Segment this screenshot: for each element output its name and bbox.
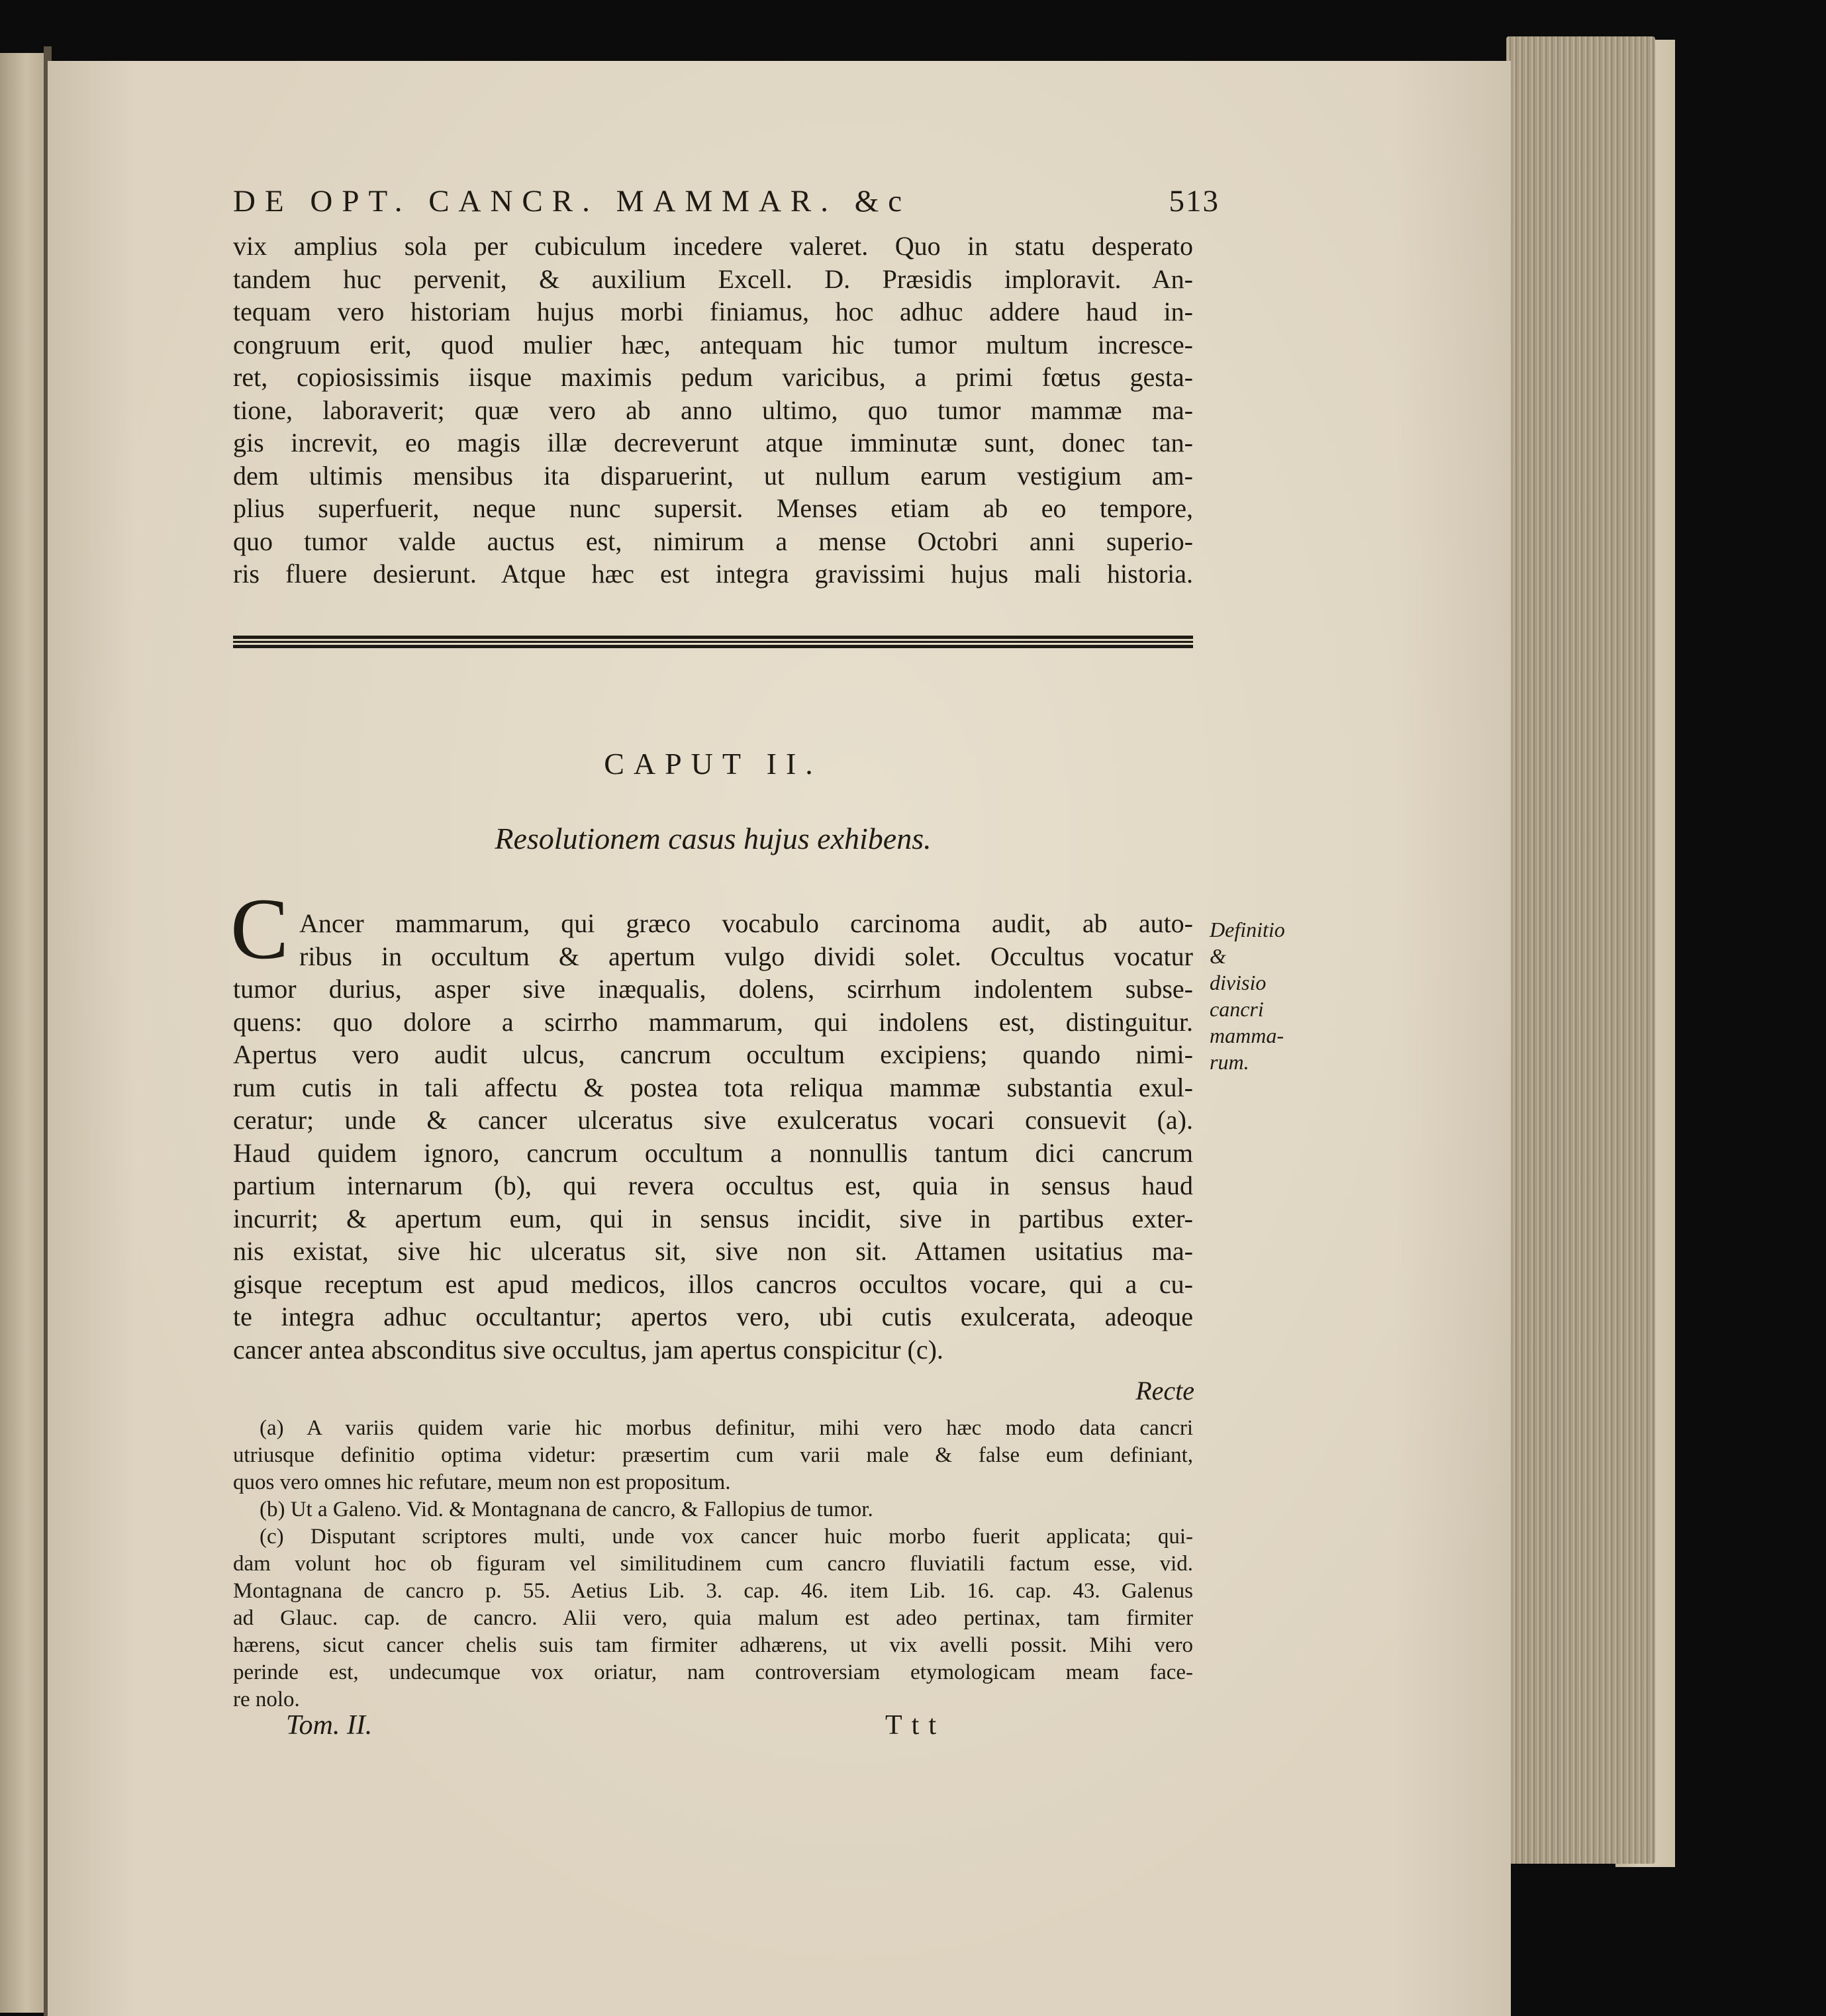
text-line: congruum erit, quod mulier hæc, antequam hic tumor multum increscе- (233, 329, 1193, 360)
footnote-line: perinde est, undecumque vox oriatur, nam controversiam etymologicam meam face- (233, 1660, 1193, 1684)
text-line: quo tumor valde auctus est, nimirum a mense Octobri anni superio- (233, 526, 1193, 556)
page-fore-edges (1506, 36, 1655, 1864)
text-line: incurrit; & apertum eum, qui in sensus incidit, sive in partibus exter- (233, 1203, 1193, 1233)
footnote-line: utriusque definitio optima videtur: præsertim cum varii male & false eum definiant, (233, 1443, 1193, 1467)
text-line: dem ultimis mensibus ita disparuerint, ut nullum earum vestigium am- (233, 460, 1193, 491)
footnote-line: (c) Disputant scriptores multi, unde vox cancer huic morbo fuerit applicata; qui- (260, 1525, 1193, 1549)
marginal-note (1210, 916, 1285, 1075)
chapter-heading: CAPUT II. (604, 747, 822, 781)
text-line: tandem huc pervenit, & auxilium Excell. D. Præsidis imploravit. An- (233, 264, 1193, 294)
section-rule (233, 636, 1193, 650)
footnote-line: dam volunt hoc ob figuram vel similitudinem cum cancro fluviatili factum esse, vid. (233, 1552, 1193, 1576)
text-line: tione, laboraverit; quæ vero ab anno ultimo, quo tumor mammæ ma- (233, 395, 1193, 425)
text-line: gis increvit, eo magis illæ decreverunt atque imminutæ sunt, donec tan- (233, 428, 1193, 457)
running-head (233, 183, 1220, 219)
text-line: rum cutis in tali affectu & postea tota reliqua mammæ substantia exul- (233, 1072, 1193, 1102)
text-line: plius superfuerit, neque nunc supersit. Menses etiam ab eo tempore, (233, 493, 1193, 523)
text-line: Haud quidem ignoro, cancrum occultum a nonnullis tantum dici cancrum (233, 1137, 1193, 1168)
volume-label: Tom. II. (286, 1710, 373, 1741)
catchword: Recte (1135, 1376, 1194, 1406)
text-line: ribus in occultum & apertum vulgo dividi solet. Occultus vocatur (299, 941, 1193, 971)
book-page (48, 61, 1511, 2016)
text-line: vix amplius sola per cubiculum incedere valeret. Quo in statu desperato (233, 231, 1193, 261)
drop-cap: C (230, 880, 289, 977)
footnote-line: (a) A variis quidem varie hic morbus definitur, mihi vero hæc modo data cancri (260, 1416, 1193, 1440)
signature-mark: Ttt (885, 1710, 945, 1741)
footnote-line: (b) Ut a Galeno. Vid. & Montagnana de cancro, & Fallopius de tumor. (260, 1498, 873, 1521)
footnote-line: re nolo. (233, 1688, 300, 1711)
text-line: ret, copiosissimis iisque maximis pedum varicibus, a primi fœtus gesta- (233, 362, 1193, 392)
page-number: 513 (1169, 184, 1220, 218)
text-line: quens: quo dolore a scirrho mammarum, qui indolens est, distinguitur. (233, 1006, 1193, 1037)
text-line: ceratur; unde & cancer ulceratus sive exulceratus vocari consuevit (a). (233, 1105, 1193, 1135)
text-line: Apertus vero audit ulcus, cancrum occultum excipiens; quando nimi- (233, 1039, 1193, 1069)
marginal-note-line: & divisio (1210, 944, 1267, 994)
marginal-note-line: mamma- (1210, 1024, 1284, 1047)
text-line: cancer antea absconditus sive occultus, jam apertus conspicitur (c). (233, 1334, 943, 1365)
text-line: te integra adhuc occultantur; apertos vero, ubi cutis exulcerata, adeoque (233, 1302, 1193, 1331)
text-line: tequam vero historiam hujus morbi finiamus, hoc adhuc addere haud in- (233, 297, 1193, 326)
text-line: gisque receptum est apud medicos, illos cancros occultos vocare, qui a cu- (233, 1269, 1193, 1299)
text-line: tumor durius, asper sive inæqualis, dolens, scirrhum indolentem subse- (233, 974, 1193, 1004)
footnote-line: Montagnana de cancro p. 55. Aetius Lib. 3. cap. 46. item Lib. 16. cap. 43. Galenus (233, 1579, 1193, 1603)
facing-page-edge (0, 53, 48, 2013)
text-line: nis existat, sive hic ulceratus sit, sive non sit. Attamen usitatius ma- (233, 1236, 1193, 1266)
marginal-note-line: rum. (1210, 1050, 1249, 1074)
chapter-subtitle: Resolutionem casus hujus exhibens. (495, 822, 932, 855)
footnotes (233, 1415, 1193, 1713)
text-line: Ancer mammarum, qui græco vocabulo carcinoma audit, ab auto- (299, 908, 1193, 938)
footnote-line: hærens, sicut cancer chelis suis tam firmiter adhærens, ut vix avelli possit. Mihi vero (233, 1633, 1193, 1657)
marginal-note-line: Definitio (1210, 918, 1285, 941)
text-line: ris fluere desierunt. Atque hæc est integra gravissimi hujus mali historia. (233, 559, 1193, 589)
footnote-line: ad Glauc. cap. de cancro. Alii vero, quia malum est adeo pertinax, tam firmiter (233, 1606, 1193, 1630)
footnote-line: quos vero omnes hic refutare, meum non est propositum. (233, 1470, 731, 1494)
running-head-title: DE OPT. CANCR. MAMMAR. &c (233, 184, 912, 218)
text-line: partium internarum (b), qui revera occultus est, quia in sensus haud (233, 1171, 1193, 1200)
paragraph-1 (233, 230, 1193, 591)
paragraph-2 (233, 907, 1193, 1366)
marginal-note-line: cancri (1210, 997, 1264, 1021)
